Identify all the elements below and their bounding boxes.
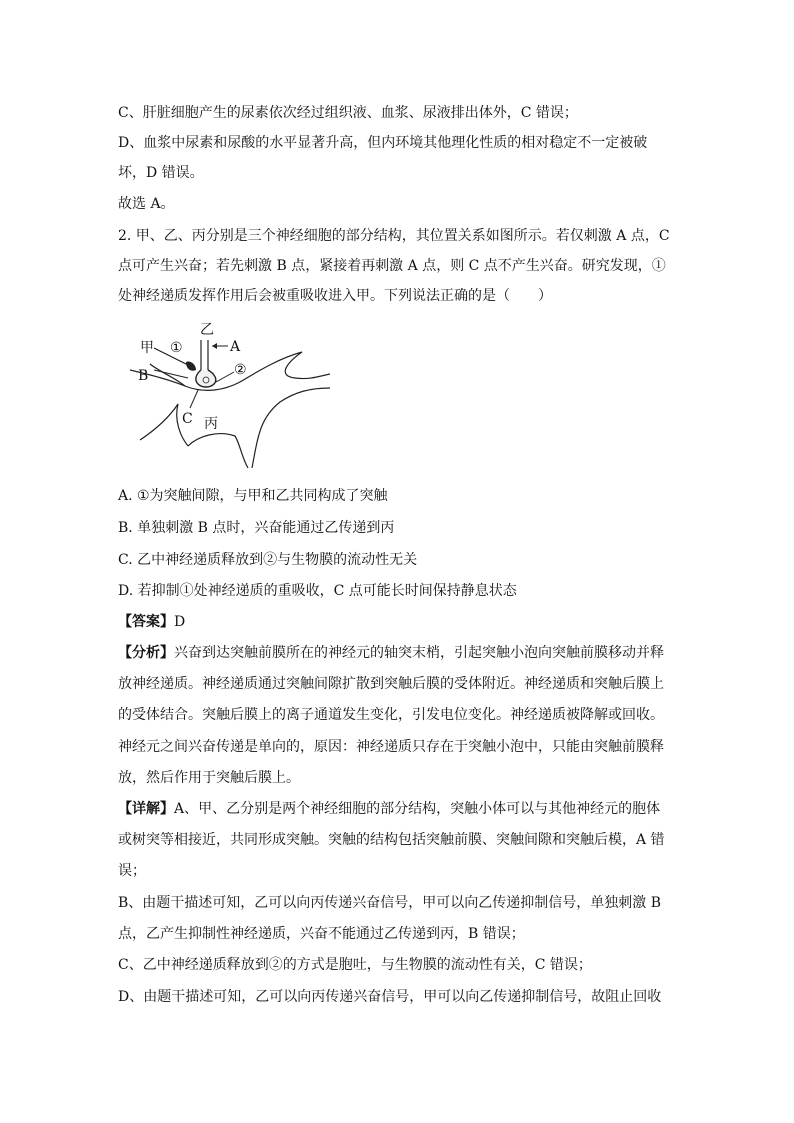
detail-label: 【详解】	[118, 801, 174, 817]
synaptic-knob-yi	[196, 370, 216, 387]
detail-line-7: D、由题干描述可知，乙可以向丙传递兴奋信号，甲可以向乙传递抑制信号，故阻止回收	[118, 989, 662, 1005]
option-c: C. 乙中神经递质释放到②与生物膜的流动性无关	[118, 552, 418, 568]
neuron-bing-right	[252, 388, 330, 468]
neuron-diagram	[130, 318, 330, 470]
option-b: B. 单独刺激 B 点时，兴奋能通过乙传递到丙	[118, 520, 395, 536]
option-a: A. ①为突触间隙，与甲和乙共同构成了突触	[118, 488, 388, 504]
analysis-line-5: 放，然后作用于突触后膜上。	[118, 770, 300, 786]
label-circle-2: ②	[234, 362, 247, 378]
neuron-bing-lower-left	[140, 404, 188, 446]
neuron-bing-top-left	[150, 364, 185, 386]
label-jia: 甲	[140, 340, 154, 356]
detail-line-5: 点，乙产生抑制性神经递质，兴奋不能通过乙传递到丙，B 错误；	[118, 926, 525, 942]
detail-line-3: 误；	[118, 863, 146, 879]
prev-option-d-line2: 坏，D 错误。	[118, 165, 204, 181]
answer-label: 【答案】	[118, 614, 174, 630]
option-d: D. 若抑制①处神经递质的重吸收，C 点可能长时间保持静息状态	[118, 583, 517, 599]
label-bing: 丙	[204, 416, 218, 432]
label-yi: 乙	[200, 322, 214, 338]
answer-value: D	[174, 614, 186, 630]
prev-conclusion: 故选 A。	[118, 196, 175, 212]
prev-option-c: C、肝脏细胞产生的尿素依次经过组织液、血浆、尿液排出体外，C 错误；	[118, 105, 578, 121]
label-b: B	[138, 368, 149, 384]
question-line-1: 2. 甲、乙、丙分别是三个神经细胞的部分结构，其位置关系如图所示。若仅刺激 A 点，C	[118, 228, 670, 244]
label-circle-1: ①	[170, 340, 183, 356]
detail-line-4: B、由题干描述可知，乙可以向丙传递兴奋信号，甲可以向乙传递抑制信号，单独刺激 B	[118, 895, 662, 911]
detail-line-6: C、乙中神经递质释放到②的方式是胞吐，与生物膜的流动性有关，C 错误；	[118, 957, 592, 973]
detail-line-1: 【详解】A、甲、乙分别是两个神经细胞的部分结构，突触小体可以与其他神经元的胞体	[118, 801, 661, 817]
prev-option-d-line1: D、血浆中尿素和尿酸的水平显著升高，但内环境其他理化性质的相对稳定不一定被破	[118, 135, 648, 151]
label-a: A	[230, 339, 241, 355]
neuron-bing-lower	[188, 434, 248, 468]
analysis-label: 【分析】	[118, 645, 174, 661]
analysis-line-2: 放神经递质。神经递质通过突触间隙扩散到突触后膜的受体附近。神经递质和突触后膜上	[118, 676, 664, 692]
question-line-2: 点可产生兴奋；若先刺激 B 点，紧接着再刺激 A 点，则 C 点不产生兴奋。研究发现，①	[118, 258, 666, 274]
label-c: C	[182, 411, 193, 427]
analysis-line-1: 【分析】兴奋到达突触前膜所在的神经元的轴突末梢，引起突触小泡向突触前膜移动并释	[118, 645, 664, 661]
analysis-line-3: 的受体结合。突触后膜上的离子通道发生变化，引发电位变化。神经递质被降解或回收。	[118, 707, 664, 723]
question-line-3: 处神经递质发挥作用后会被重吸收进入甲。下列说法正确的是（ ）	[118, 288, 552, 304]
detail-line-2: 或树突等相接近，共同形成突触。突触的结构包括突触前膜、突触间隙和突触后模，A 错	[118, 832, 665, 848]
answer	[118, 612, 678, 632]
analysis-line-4: 神经元之间兴奋传递是单向的，原因：神经递质只存在于突触小泡中，只能由突触前膜释	[118, 739, 664, 755]
